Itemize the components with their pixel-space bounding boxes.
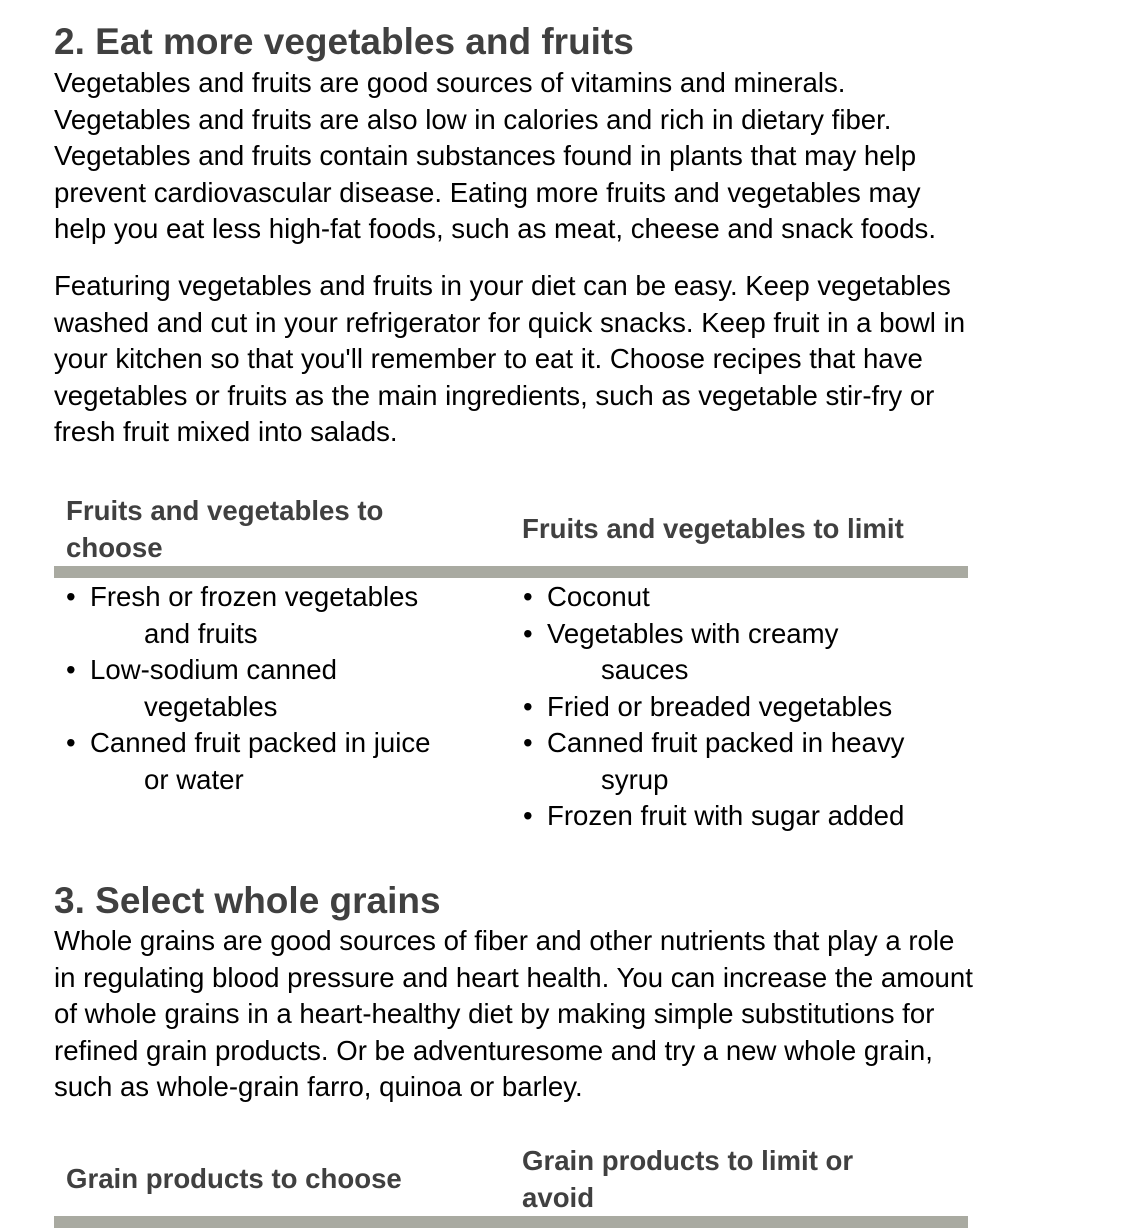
text-line: Vegetables and fruits are good sources of vitamins and minerals. (54, 67, 846, 98)
text-line: such as whole-grain farro, quinoa or barley. (54, 1071, 583, 1102)
list-item (511, 616, 967, 689)
item-text: Fried or breaded vegetables (547, 690, 893, 722)
item-text-continued: sauces (601, 654, 689, 685)
column-header-choose (66, 493, 506, 566)
column-header-grain-limit (522, 1143, 962, 1216)
list-item (511, 689, 967, 726)
item-text: Vegetables with creamy (547, 617, 839, 649)
bullet: • (66, 581, 76, 612)
list-item (54, 579, 510, 652)
text-line: fresh fruit mixed into salads. (54, 416, 398, 447)
bullet: • (66, 727, 76, 758)
header-divider-bar (54, 566, 968, 578)
text-line: washed and cut in your refrigerator for quick snacks. Keep fruit in a bowl in (54, 306, 966, 338)
column-header-grain-choose: Grain products to choose (66, 1163, 402, 1195)
limit-column (511, 579, 967, 835)
header-line: Fruits and vegetables to (66, 495, 384, 526)
text-line: Vegetables and fruits contain substances found in plants that may help (54, 140, 917, 171)
text-line: refined grain products. Or be adventuresome and try a new whole grain, (54, 1034, 933, 1066)
bullet: • (523, 800, 533, 831)
header-line: avoid (522, 1181, 595, 1213)
bullet: • (523, 690, 533, 722)
grain-products-table (54, 1143, 968, 1228)
limit-list (511, 579, 967, 835)
header-line: choose (66, 531, 163, 563)
fruits-vegetables-table (54, 493, 968, 843)
text-line: your kitchen so that you'll remember to eat it. Choose recipes that have (54, 343, 923, 374)
text-line: vegetables or fruits as the main ingredients, such as vegetable stir-fry or (54, 379, 935, 411)
list-item (54, 725, 510, 798)
item-text: Frozen fruit with sugar added (547, 800, 905, 831)
section-3-heading: 3. Select whole grains (54, 880, 441, 921)
item-text-continued: and fruits (144, 617, 258, 649)
list-item (511, 579, 967, 616)
text-line: of whole grains in a heart-healthy diet by making simple substitutions for (54, 998, 935, 1029)
text-line: in regulating blood pressure and heart health. You can increase the amount (54, 961, 973, 993)
header-divider-bar (54, 1216, 968, 1228)
text-line: Featuring vegetables and fruits in your diet can be easy. Keep vegetables (54, 270, 951, 301)
text-line: Vegetables and fruits are also low in calories and rich in dietary fiber. (54, 103, 892, 135)
item-text-continued: vegetables (144, 690, 278, 722)
item-text: Fresh or frozen vegetables (90, 581, 419, 612)
bullet: • (66, 654, 76, 685)
list-item (54, 652, 510, 725)
choose-column (54, 579, 510, 798)
item-text-continued: syrup (601, 763, 669, 795)
item-text: Canned fruit packed in heavy (547, 727, 905, 758)
choose-list (54, 579, 510, 798)
section-2-heading: 2. Eat more vegetables and fruits (54, 21, 634, 62)
text-line: prevent cardiovascular disease. Eating more fruits and vegetables may (54, 176, 921, 208)
section-2-paragraph-1 (54, 65, 936, 248)
bullet: • (523, 617, 533, 649)
item-text: Canned fruit packed in juice (90, 727, 431, 758)
section-2-paragraph-2 (54, 268, 965, 451)
bullet: • (523, 727, 533, 758)
section-3-paragraph-1 (54, 923, 973, 1106)
bullet: • (523, 581, 533, 612)
text-line: Whole grains are good sources of fiber and other nutrients that play a role (54, 925, 955, 956)
column-header-limit: Fruits and vegetables to limit (522, 513, 904, 545)
item-text: Low-sodium canned (90, 654, 337, 685)
list-item (511, 798, 967, 835)
text-line: help you eat less high-fat foods, such as meat, cheese and snack foods. (54, 213, 937, 244)
item-text: Coconut (547, 581, 650, 612)
item-text-continued: or water (144, 763, 244, 795)
header-line: Grain products to limit or (522, 1145, 854, 1176)
list-item (511, 725, 967, 798)
